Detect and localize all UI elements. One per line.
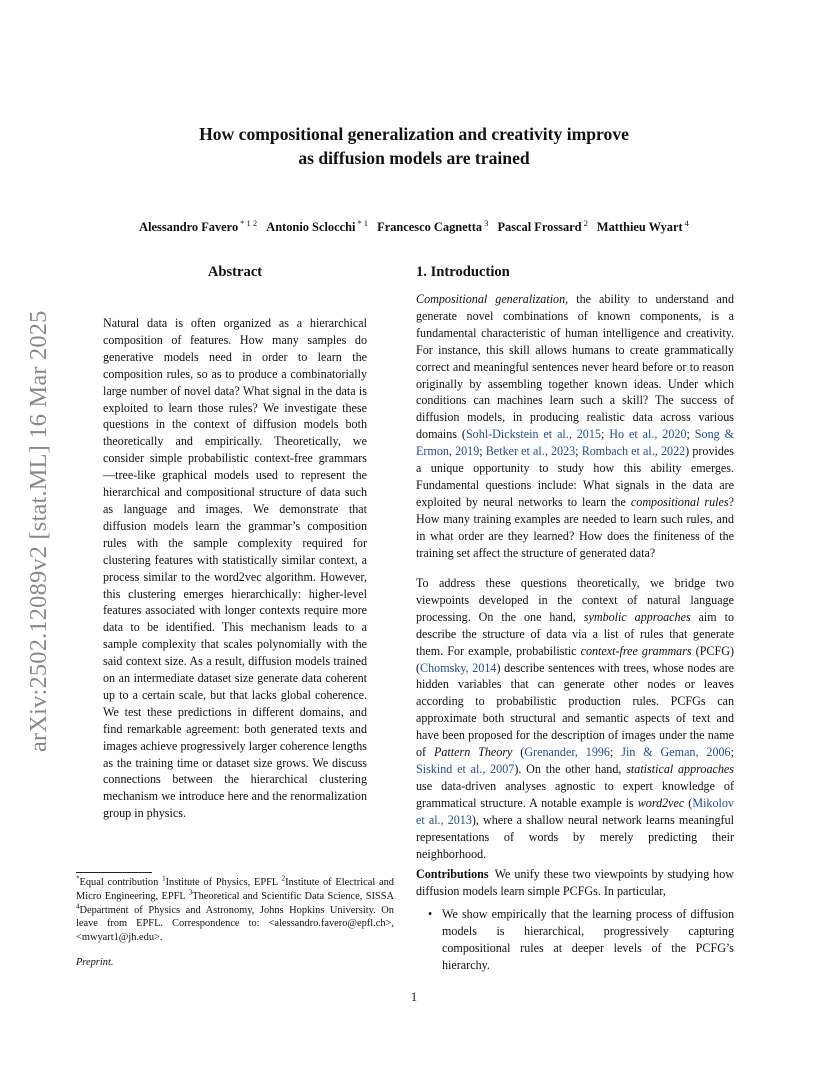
paragraph-text: (PCFG) ( xyxy=(416,643,734,675)
intro-paragraph-2 xyxy=(416,575,734,862)
footnote-text: Equal contribution xyxy=(79,877,163,888)
author-affiliation-marks: 3 xyxy=(484,218,489,228)
citation-link[interactable]: Sohl-Dickstein et al., 2015 xyxy=(465,427,601,442)
page-number: 1 xyxy=(410,990,418,1004)
paragraph-text: ; xyxy=(609,745,622,760)
emphasis-text: symbolic approaches xyxy=(583,609,691,624)
footnote-mark: * xyxy=(76,874,80,883)
paragraph-text: We unify these two viewpoints by studying how diffusion models learn simple PCFGs. In particular, xyxy=(416,867,734,898)
author-affiliation-marks: * 1 2 xyxy=(240,218,258,228)
paragraph-text: ), where a shallow neural network learns meaningful representations of words by merely predicting their neighborhood. xyxy=(416,812,734,861)
paragraph-text: , the ability to understand and generate novel combinations of known components, is a fundamental characteristic of human intelligence and creativity. For instance, this skill allows humans to create grammatically correct and meaningful sentences never heard before or to reason originally by assembling together known ideas. Under which conditions can machines learn such a skill? The success of diffusion models, in producing realistic data across various domains ( xyxy=(416,292,735,442)
emphasis-text: Compositional generalization xyxy=(416,292,566,306)
paragraph-text: ). On the other hand, xyxy=(514,761,627,776)
paragraph-text: To address these questions theoretically, we bridge two viewpoints developed in the context of natural language processing. On the one hand, xyxy=(416,576,734,624)
footnote-mark: 2 xyxy=(281,874,286,883)
emphasis-text: compositional rules xyxy=(630,494,729,509)
citation-link[interactable]: Grenander, 1996 xyxy=(524,745,610,760)
paragraph-text: ; xyxy=(686,427,695,442)
citation-link[interactable]: Mikolov et al., 2013 xyxy=(416,795,734,827)
footnote-mark: 1 xyxy=(162,874,166,883)
paragraph-text: ; xyxy=(730,745,734,760)
author xyxy=(139,220,257,234)
author xyxy=(497,220,587,234)
paragraph-text: ; xyxy=(600,427,610,442)
author xyxy=(597,220,689,234)
paragraph-text: aim to describe the structure of data via a list of rules that generate them. For example, probabilistic xyxy=(416,609,734,658)
footnote-text: Institute of Electrical and Micro Engineering, EPFL xyxy=(76,877,394,902)
intro-paragraph-1 xyxy=(416,291,734,562)
paragraph-text: ( xyxy=(512,745,525,760)
author-name: Antonio Sclocchi xyxy=(266,220,356,234)
citation-link[interactable]: Rombach et al., 2022 xyxy=(581,444,686,459)
contributions-paragraph xyxy=(416,866,734,900)
paragraph-text: ? How many training examples are needed to learn such rules, and in what order are they learned? How does the finiteness of the training set affect the structure of generated data? xyxy=(416,494,734,560)
footnote-divider xyxy=(76,872,152,873)
footnote-text: Theoretical and Scientific Data Science, SISSA xyxy=(192,890,394,902)
paragraph-text: ( xyxy=(684,795,693,810)
author-name: Francesco Cagnetta xyxy=(377,220,483,234)
footnote-text: Institute of Physics, EPFL xyxy=(165,877,282,888)
author xyxy=(377,220,488,234)
emphasis-text: context-free grammars xyxy=(580,643,692,658)
contributions-list xyxy=(426,906,734,974)
contributions-label: Contributions xyxy=(416,867,489,881)
citation-link[interactable]: Ho et al., 2020 xyxy=(609,427,687,442)
affiliations-footnote xyxy=(76,876,394,945)
author-list xyxy=(60,218,768,235)
footnote-text: Department of Physics and Astronomy, Johns Hopkins University. On leave from EPFL. Correspondence to: <alessandro.favero@epfl.ch>, <mwyart1@jh.edu>. xyxy=(76,904,394,944)
footnote-mark: 3 xyxy=(188,888,193,897)
title-line-1: How compositional generalization and creativity improve xyxy=(199,124,629,144)
abstract-text: Natural data is often organized as a hierarchical composition of features. How many samples do generative models need in order to learn the composition rules, so as to produce a combinatorially large number of novel data? What signal in the data is exploited to learn those rules? We investigate these questions in the context of diffusion models both theoretically and empirically. Theoretically, we consider simple probabilistic context-free grammars—tree-like graphical models used to represent the hierarchical and compositional structure of data such as language and images. We demonstrate that diffusion models learn the grammar’s composition rules with the sample complexity required for clustering features with statistically similar context, a process similar to the word2vec algorithm. However, this clustering emerges hierarchically: higher-level features associated with longer contexts require more data to be identified. This mechanism leads to a sample complexity that scales polynomially with the said context size. As a result, diffusion models trained on an intermediate dataset size generate data coherent up to a certain scale, but that lacks global coherence. We test these predictions in different domains, and find remarkable agreement: both generated texts and images achieve progressively larger coherence lengths as the training time or dataset size grows. We discuss connections between the hierarchical clustering mechanism we introduce here and the renormalization group in physics. xyxy=(103,316,367,821)
author xyxy=(266,220,368,234)
author-name: Alessandro Favero xyxy=(139,220,239,234)
emphasis-text: Pattern Theory xyxy=(433,745,513,760)
author-name: Pascal Frossard xyxy=(497,220,582,234)
list-item: • We show empirically that the learning process of diffusion models is hierarchical, progressively capturing compositional rules at deeper levels of the PCFG’s hierarchy. xyxy=(426,906,734,974)
author-affiliation-marks: 4 xyxy=(684,218,689,228)
citation-link[interactable]: Jin & Geman, 2006 xyxy=(621,745,731,760)
author-affiliation-marks: 2 xyxy=(583,218,588,228)
citation-link[interactable]: Siskind et al., 2007 xyxy=(416,761,515,776)
paragraph-text: ) provides a unique opportunity to study how this ability emerges. Fundamental questions include: What signals in the data are exploited by neural networks to learn the xyxy=(416,444,734,509)
preprint-label: Preprint. xyxy=(76,957,114,968)
paragraph-text: ) describe sentences with trees, whose nodes are hidden variables that can generate other nodes or leaves according to probabilistic production rules. PCFGs can approximate both structural and semantic aspects of text and have been proposed for the description of images under the name of xyxy=(416,660,734,760)
author-affiliation-marks: * 1 xyxy=(357,218,369,228)
arxiv-identifier: arXiv:2502.12089v2 [stat.ML] 16 Mar 2025 xyxy=(25,310,52,752)
citation-link[interactable]: Song & Ermon, 2019 xyxy=(416,427,734,459)
paper-title xyxy=(90,122,738,170)
emphasis-text: word2vec xyxy=(637,795,685,810)
author-name: Matthieu Wyart xyxy=(596,220,683,234)
title-line-2: as diffusion models are trained xyxy=(298,148,530,168)
paragraph-text: use data-driven analyses agnostic to expert knowledge of grammatical structure. A notable example is xyxy=(416,778,734,810)
citation-link[interactable]: Chomsky, 2014 xyxy=(420,660,497,675)
paragraph-text: ; xyxy=(575,444,582,459)
footnote-mark: 4 xyxy=(76,902,80,911)
citation-link[interactable]: Betker et al., 2023 xyxy=(485,444,576,459)
abstract-heading: Abstract xyxy=(207,264,263,280)
introduction-heading: 1. Introduction xyxy=(416,264,510,280)
paragraph-text: ; xyxy=(479,444,486,459)
emphasis-text: statistical approaches xyxy=(626,761,734,776)
